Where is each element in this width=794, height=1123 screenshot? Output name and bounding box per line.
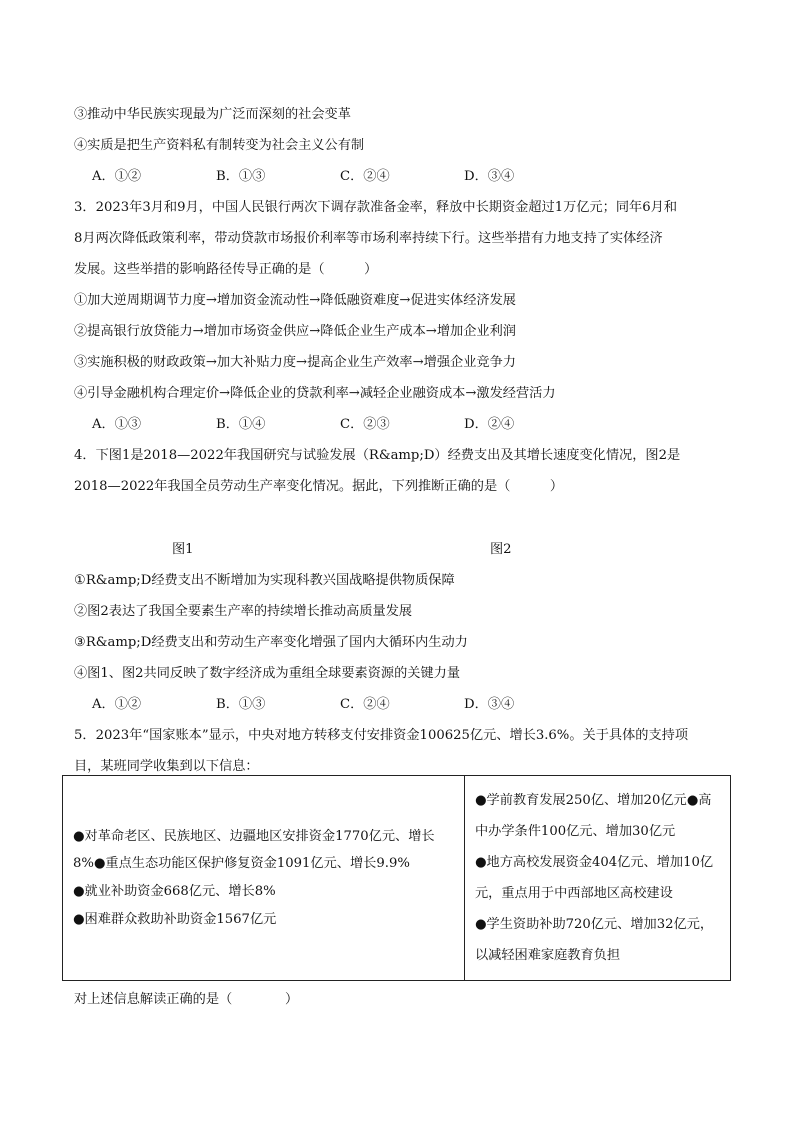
list-item: 8%●重点生态功能区保护修复资金1091亿元、增长9.9% <box>73 856 410 872</box>
q2-option-d: D．③④ <box>464 169 515 184</box>
q4-statement-1: ①R&amp;D经费支出不断增加为实现科教兴国战略提供物质保障 <box>74 573 455 588</box>
q4-statement-2: ②图2表达了我国全要素生产率的持续增长推动高质量发展 <box>74 604 413 619</box>
q5-info-table <box>62 775 731 981</box>
q2-option-a: A．①② <box>92 169 142 184</box>
list-item: ●对革命老区、民族地区、边疆地区安排资金1770亿元、增长 <box>73 828 435 844</box>
list-item: ●就业补助资金668亿元、增长8% <box>73 884 276 899</box>
list-item: 中办学条件100亿元、增加30亿元 <box>475 824 676 839</box>
list-item: ●地方高校发展资金404亿元、增加10亿 <box>475 855 714 870</box>
table-cell-right <box>465 776 731 981</box>
q3-statement-4: ④引导金融机构合理定价→降低企业的贷款利率→减轻企业融资成本→激发经营活力 <box>74 386 556 401</box>
table-cell-left <box>63 776 465 981</box>
list-item: ●学生资助补助720亿元、增加32亿元， <box>475 917 714 932</box>
q3-option-a: A．①③ <box>92 417 142 432</box>
q2-statement-4: ④实质是把生产资料私有制转变为社会主义公有制 <box>74 138 365 153</box>
q3-stem-line-1: 3．2023年3月和9月，中国人民银行两次下调存款准备金率，释放中长期资金超过1万亿元；同年6月和 <box>74 200 678 215</box>
table-row <box>63 776 731 981</box>
q4-option-d: D．③④ <box>464 697 515 712</box>
q2-options <box>92 165 588 184</box>
q2-option-c: C．②④ <box>340 169 390 184</box>
q4-statement-3: ③R&amp;D经费支出和劳动生产率变化增强了国内大循环内生动力 <box>74 635 468 650</box>
figure-2-label: 图2 <box>490 542 512 557</box>
list-item: 以减轻困难家庭教育负担 <box>475 948 621 963</box>
q4-stem-line-2: 2018—2022年我国全员劳动生产率变化情况。据此，下列推断正确的是（ ） <box>74 479 564 494</box>
figure-1-label: 图1 <box>172 542 194 557</box>
q3-statement-3: ③实施积极的财政政策→加大补贴力度→提高企业生产效率→增强企业竞争力 <box>74 355 516 370</box>
q4-option-a: A．①② <box>92 697 142 712</box>
q4-statement-4: ④图1、图2共同反映了数字经济成为重组全球要素资源的关键力量 <box>74 666 461 681</box>
list-item: ●学前教育发展250亿、增加20亿元●高 <box>475 793 712 808</box>
q2-statement-3: ③推动中华民族实现最为广泛而深刻的社会变革 <box>74 107 351 122</box>
q2-option-b: B．①③ <box>216 169 266 184</box>
q4-option-c: C．②④ <box>340 697 390 712</box>
q4-stem-line-1: 4．下图1是2018—2022年我国研究与试验发展（R&amp;D）经费支出及其增长速度变化情况，图2是 <box>74 448 681 463</box>
list-item: ●困难群众救助补助资金1567亿元 <box>73 911 277 927</box>
q3-stem-line-3: 发展。这些举措的影响路径传导正确的是（ ） <box>74 262 378 277</box>
q3-option-b: B．①④ <box>216 417 266 432</box>
q3-statement-2: ②提高银行放贷能力→增加市场资金供应→降低企业生产成本→增加企业利润 <box>74 324 516 339</box>
q4-option-b: B．①③ <box>216 697 266 712</box>
q3-options <box>92 413 588 432</box>
q3-option-c: C．②③ <box>340 417 390 432</box>
q5-stem-line-1: 5．2023年“国家账本”显示，中央对地方转移支付安排资金100625亿元、增长3.6%。关于具体的支持项 <box>74 728 689 743</box>
q3-option-d: D．②④ <box>464 417 515 432</box>
q5-question: 对上述信息解读正确的是（ ） <box>74 992 299 1007</box>
q4-options <box>92 693 588 712</box>
q3-stem-line-2: 8月两次降低政策利率，带动贷款市场报价利率等市场利率持续下行。这些举措有力地支持了实体经济 <box>74 231 663 246</box>
q3-statement-1: ①加大逆周期调节力度→增加资金流动性→降低融资难度→促进实体经济发展 <box>74 293 516 308</box>
list-item: 元，重点用于中西部地区高校建设 <box>475 886 673 901</box>
q5-stem-line-2: 目，某班同学收集到以下信息： <box>74 759 259 774</box>
